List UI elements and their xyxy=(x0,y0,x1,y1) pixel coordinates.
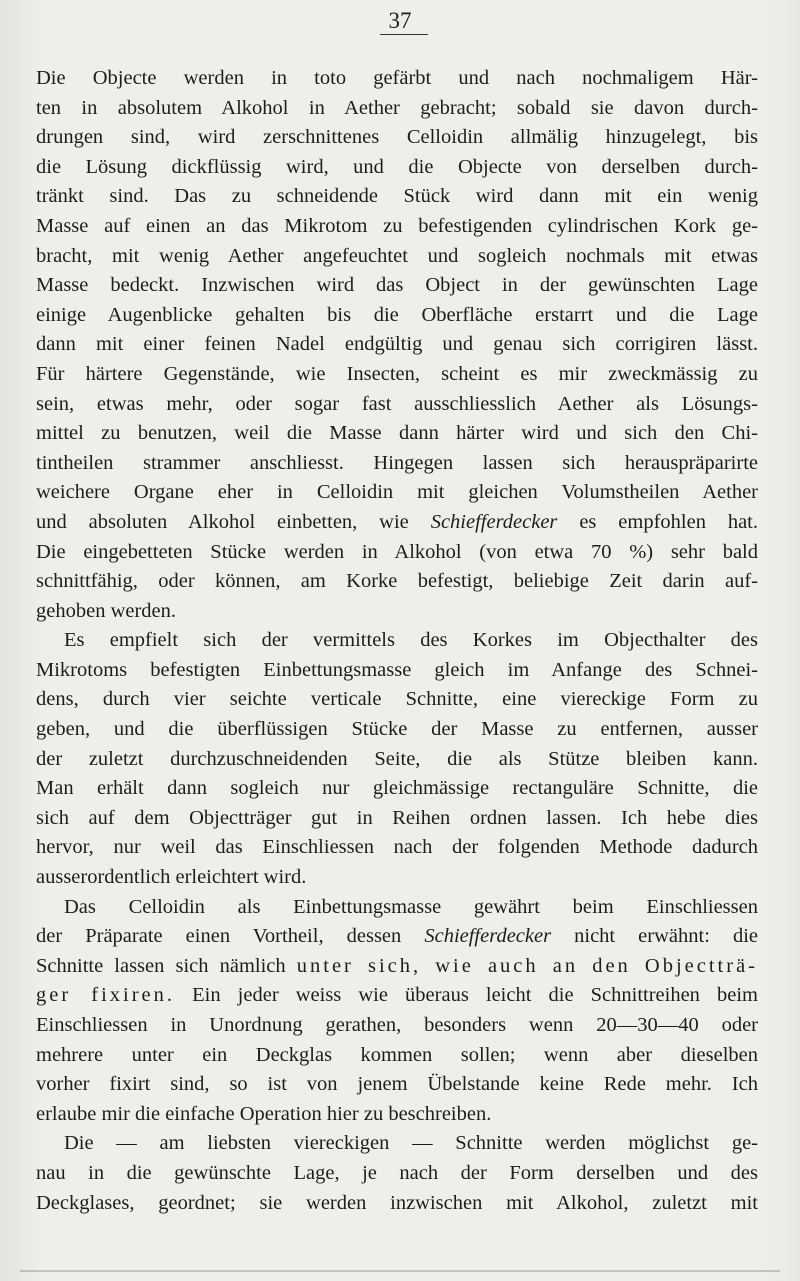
text-line: sein, etwas mehr, oder sogar fast ausschliesslich Aether als Lösungs- xyxy=(36,392,758,415)
header-rule xyxy=(380,34,428,35)
text-line: Für härtere Gegenstände, wie Insecten, scheint es mir zweckmässig zu xyxy=(36,362,758,385)
text-line: hervor, nur weil das Einschliessen nach der folgenden Methode dadurch xyxy=(36,836,758,859)
text-line: weichere Organe eher in Celloidin mit gleichen Volumstheilen Aether xyxy=(36,481,758,504)
text-line: vorher fixirt sind, so ist von jenem Übelstande keine Rede mehr. Ich xyxy=(36,1073,758,1096)
text-line: mehrere unter ein Deckglas kommen sollen; wenn aber dieselben xyxy=(36,1043,758,1066)
text-segment: Ein jeder weiss wie überaus leicht die Schnittreihen beim xyxy=(192,984,759,1007)
text-segment: Schnitte lassen sich nämlich xyxy=(36,954,286,977)
text-line: tränkt sind. Das zu schneidende Stück wird dann mit ein wenig xyxy=(36,185,758,208)
author-name-italic: Schiefferdecker xyxy=(424,925,552,948)
text-line: dann mit einer feinen Nadel endgültig und genau sich corrigiren lässt. xyxy=(36,333,758,356)
text-line: tintheilen strammer anschliesst. Hingegen lassen sich herauspräparirte xyxy=(36,451,758,474)
text-line: ten in absolutem Alkohol in Aether gebracht; sobald sie davon durch- xyxy=(36,96,758,119)
text-line: Die — am liebsten viereckigen — Schnitte werden möglichst ge- xyxy=(64,1132,758,1155)
text-line: Es empfielt sich der vermittels des Korkes im Objecthalter des xyxy=(64,629,758,652)
text-line: bracht, mit wenig Aether angefeuchtet und sogleich nochmals mit etwas xyxy=(36,244,758,267)
text-line: Einschliessen in Unordnung gerathen, besonders wenn 20—30—40 oder xyxy=(36,1014,758,1036)
text-line: schnittfähig, oder können, am Korke befestigt, beliebige Zeit darin auf- xyxy=(36,570,758,593)
text-line: dens, durch vier seichte verticale Schnitte, eine viereckige Form zu xyxy=(36,688,758,711)
text-line: ausserordentlich erleichtert wird. xyxy=(36,866,307,889)
text-line: Die Objecte werden in toto gefärbt und nach nochmaligem Här- xyxy=(36,67,758,89)
text-line xyxy=(36,952,758,982)
text-line: sich auf dem Objectträger gut in Reihen ordnen lassen. Ich hebe dies xyxy=(36,806,758,829)
page-bottom-edge xyxy=(20,1270,780,1272)
page-number: 37 xyxy=(388,8,412,33)
text-line: mittel zu benutzen, weil die Masse dann härter wird und sich den Chi- xyxy=(36,422,758,445)
text-line: Masse bedeckt. Inzwischen wird das Object in der gewünschten Lage xyxy=(36,274,758,297)
text-line: Das Celloidin als Einbettungsmasse gewährt beim Einschliessen xyxy=(64,895,758,918)
text-line: drungen sind, wird zerschnittenes Celloidin allmälig hinzugelegt, bis xyxy=(36,126,758,149)
text-line: Masse auf einen an das Mikrotom zu befestigenden cylindrischen Kork ge- xyxy=(36,214,758,237)
text-line: Man erhält dann sogleich nur gleichmässige rectanguläre Schnitte, die xyxy=(36,777,758,800)
text-line: nau in die gewünschte Lage, je nach der Form derselben und des xyxy=(36,1161,758,1184)
text-line: der zuletzt durchzuschneidenden Seite, die als Stütze bleiben kann. xyxy=(36,747,758,770)
text-line: einige Augenblicke gehalten bis die Oberfläche erstarrt und die Lage xyxy=(36,303,758,326)
text-line: geben, und die überflüssigen Stücke der Masse zu entfernen, ausser xyxy=(36,718,758,741)
text-line: Deckglases, geordnet; sie werden inzwischen mit Alkohol, zuletzt mit xyxy=(36,1191,758,1214)
author-name-italic: Schiefferdecker xyxy=(430,510,558,533)
body-text xyxy=(36,64,758,1218)
text-line: gehoben werden. xyxy=(36,599,177,622)
text-line: die Lösung dickflüssig wird, und die Objecte von derselben durch- xyxy=(36,155,758,178)
spaced-emphasis: unter sich, wie auch an den Objectträ- xyxy=(296,954,758,977)
text-segment: und absoluten Alkohol einbetten, wie xyxy=(36,510,409,533)
text-line xyxy=(36,922,758,952)
text-line xyxy=(36,981,758,1011)
text-line: erlaube mir die einfache Operation hier zu beschreiben. xyxy=(36,1102,492,1125)
text-segment: nicht erwähnt: die xyxy=(574,925,759,948)
text-line: Mikrotoms befestigten Einbettungsmasse gleich im Anfange des Schnei- xyxy=(36,658,758,681)
text-line xyxy=(36,508,758,538)
text-segment: der Präparate einen Vortheil, dessen xyxy=(36,925,402,948)
text-segment: es empfohlen hat. xyxy=(579,510,758,533)
spaced-emphasis: ger fixiren. xyxy=(36,984,176,1007)
text-line: Die eingebetteten Stücke werden in Alkohol (von etwa 70 %) sehr bald xyxy=(36,540,758,563)
